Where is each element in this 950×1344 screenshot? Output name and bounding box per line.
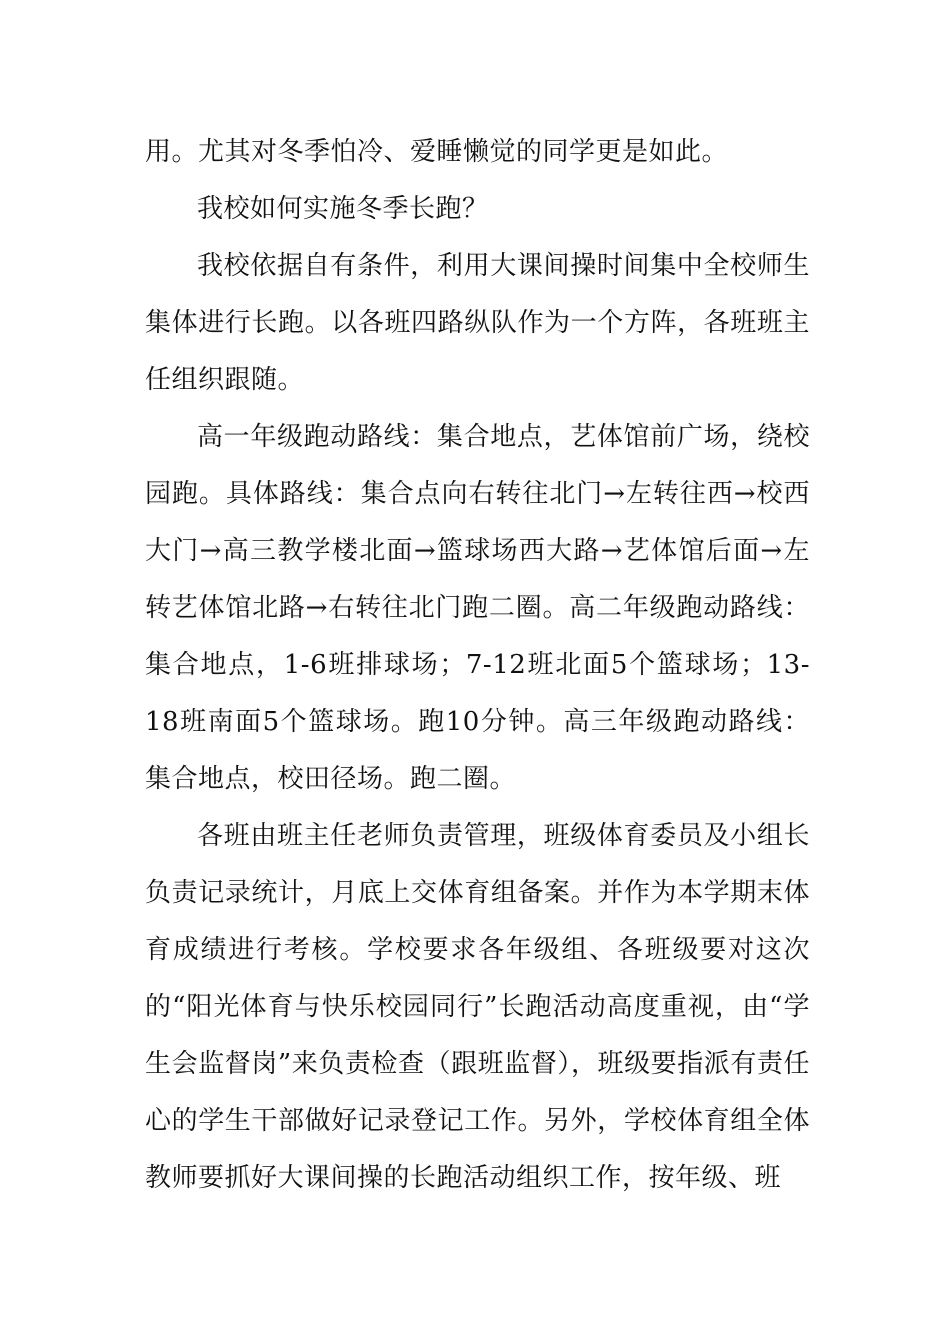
paragraph-implementation: 我校依据自有条件，利用大课间操时间集中全校师生集体进行长跑。以各班四路纵队作为一个方阵，各班班主任组织跟随。 bbox=[145, 251, 810, 395]
document-body bbox=[145, 124, 810, 1207]
paragraph-continuation: 用。尤其对冬季怕冷、爱睡懒觉的同学更是如此。 bbox=[145, 137, 729, 167]
paragraph-management: 各班由班主任老师负责管理，班级体育委员及小组长负责记录统计，月底上交体育组备案。并作为本学期末体育成绩进行考核。学校要求各年级组、各班级要对这次的“阳光体育与快乐校园同行”长跑活动高度重视，由“学生会监督岗”来负责检查（跟班监督），班级要指派有责任心的学生干部做好记录登记工作。另外，学校体育组全体教师要抓好大课间操的长跑活动组织工作，按年级、班 bbox=[145, 821, 810, 1193]
paragraph-question: 我校如何实施冬季长跑？ bbox=[197, 194, 489, 224]
paragraph-routes: 高一年级跑动路线：集合地点，艺体馆前广场，绕校园跑。具体路线：集合点向右转往北门→左转往西→校西大门→高三教学楼北面→篮球场西大路→艺体馆后面→左转艺体馆北路→右转往北门跑二圈。高二年级跑动路线：集合地点，1-6班排球场；7-12班北面5个篮球场；13-18班南面5个篮球场。跑10分钟。高三年级跑动路线：集合地点，校田径场。跑二圈。 bbox=[145, 422, 810, 794]
